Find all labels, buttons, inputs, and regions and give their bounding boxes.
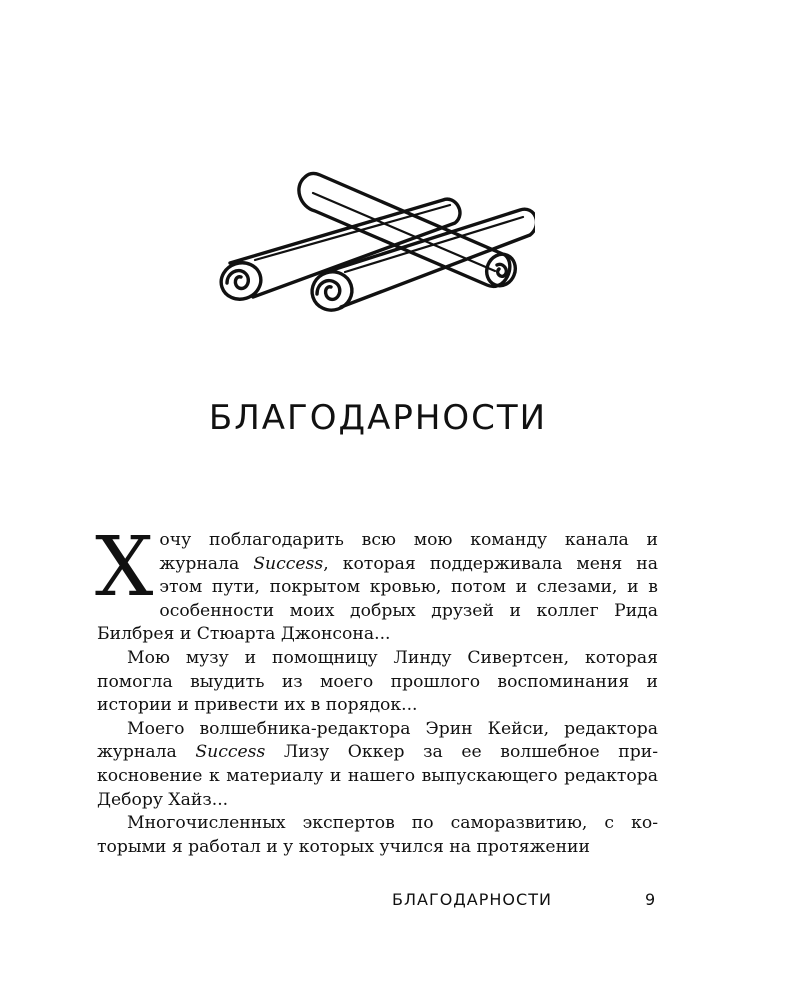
- paragraph-3-text-b: Лизу Оккер за ее волшебное прикосновение к материалу и нашего выпускающего редактора Дебору Хайз...: [97, 742, 658, 810]
- body-text: [95, 520, 658, 859]
- paragraph-3: [97, 718, 658, 812]
- paragraph-3-text-a: Моего волшебника-редактора Эрин Кейси, редактора журнала: [97, 718, 658, 763]
- paragraph-1-text-a: очу поблагодарить всю мою команду канала и журнала: [159, 530, 658, 574]
- cinnamon-sticks-icon: [205, 165, 535, 325]
- paragraph-4: Многочисленных экспертов по саморазвитию, с которыми я работал и у которых учился на протяжении: [97, 813, 658, 857]
- running-head: БЛАГОДАРНОСТИ: [392, 890, 552, 909]
- chapter-title: БЛАГОДАРНОСТИ: [208, 398, 548, 438]
- dropcap: Х: [95, 520, 154, 615]
- cinnamon-sticks-illustration: [205, 165, 535, 325]
- magazine-name: Success: [195, 742, 266, 763]
- paragraph-1-text-b: , которая поддерживала меня на этом пути, покрытом кровью, потом и слезами, и в особенности моих добрых друзей и коллег Рида Билбрея и Стюарта Джонсона...: [97, 553, 658, 645]
- paragraph-1: [95, 520, 658, 647]
- magazine-name: Success: [253, 553, 324, 574]
- page-number: 9: [645, 890, 656, 909]
- paragraph-2: Мою музу и помощницу Линду Сивертсен, которая помогла выудить из моего прошлого воспоминания и истории и привести их в порядок...: [97, 647, 658, 716]
